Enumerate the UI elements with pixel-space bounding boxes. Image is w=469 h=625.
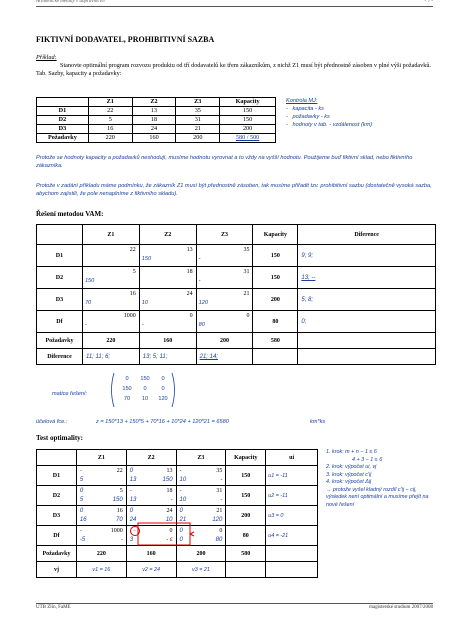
test-u: u2 = -11 bbox=[266, 486, 318, 506]
footer-left: UTB Zlín, FaME bbox=[36, 605, 71, 610]
vam-header-cell: Z3 bbox=[196, 225, 253, 245]
control-item: - hodnoty v tab. - vzdálenost (km) bbox=[286, 122, 373, 128]
header-rule bbox=[36, 6, 433, 7]
vam-cell: 24 10 bbox=[139, 289, 196, 311]
vam-header-cell: Kapacity bbox=[253, 225, 298, 245]
vam-cell: 31 - bbox=[196, 267, 253, 289]
vam-cell: 0 80 bbox=[196, 311, 253, 333]
test-cell: - 35 10 - bbox=[176, 466, 226, 486]
step-line: 4 + 3 − 1 ≤ 6 bbox=[352, 456, 383, 463]
footer-right: magisterské studium 2007/2008 bbox=[369, 605, 433, 610]
vam-empty bbox=[298, 333, 436, 349]
cost-cell: 220 bbox=[88, 134, 132, 143]
test-demand: 200 bbox=[176, 546, 226, 562]
vam-diff-col: 13; 5; 11; bbox=[139, 349, 196, 365]
test-row-label: D3 bbox=[37, 506, 77, 526]
vam-cell: 16 70 bbox=[82, 289, 139, 311]
vam-diff: 0; bbox=[298, 311, 436, 333]
vam-capacity: 150 bbox=[253, 267, 298, 289]
matrix-cell: 150 bbox=[140, 376, 150, 382]
test-capacity: 150 bbox=[226, 486, 266, 506]
cost-table bbox=[36, 97, 276, 143]
test-cell: 0 21 21 120 bbox=[176, 506, 226, 526]
test-header-cell: ui bbox=[266, 450, 318, 466]
vam-diff: 13; -- bbox=[298, 267, 436, 289]
steps-panel bbox=[326, 449, 436, 509]
test-v: v2 = 24 bbox=[126, 562, 176, 578]
test-cell: − 0 3 - ε bbox=[126, 526, 176, 546]
cost-cell: 31 bbox=[176, 116, 220, 125]
cost-cell: 160 bbox=[132, 134, 176, 143]
matrix-cell: 120 bbox=[158, 396, 168, 402]
test-header-cell: Z2 bbox=[126, 450, 176, 466]
cost-cell: 22 bbox=[88, 107, 132, 116]
cost-header-cell: Z3 bbox=[176, 98, 220, 107]
test-u: u3 = 0 bbox=[266, 506, 318, 526]
vam-diff-label: Diference bbox=[37, 349, 83, 365]
cost-cell: 13 bbox=[132, 107, 176, 116]
matrix-cell: 70 bbox=[123, 396, 131, 402]
vam-demand: 160 bbox=[139, 333, 196, 349]
test-cell: 0 13 13 150 bbox=[126, 466, 176, 486]
vam-row-label: D1 bbox=[37, 245, 83, 267]
vam-cell: 1000 - bbox=[82, 311, 139, 333]
cost-cell: 580 / 500 bbox=[220, 134, 276, 143]
test-empty bbox=[226, 562, 266, 578]
cost-cell: 5 bbox=[88, 116, 132, 125]
test-v: v3 = 21 bbox=[176, 562, 226, 578]
control-item: - požadavky - ks bbox=[286, 114, 330, 120]
vam-demand-label: Požadavky bbox=[37, 333, 83, 349]
test-cell: 0 5 5 150 bbox=[76, 486, 126, 506]
test-capacity: 200 bbox=[226, 506, 266, 526]
cost-cell: 150 bbox=[220, 116, 276, 125]
test-header-cell bbox=[37, 450, 77, 466]
objective-unit: km*ks bbox=[310, 419, 326, 425]
matrix-cell: 10 bbox=[141, 396, 149, 402]
vam-demand: 220 bbox=[82, 333, 139, 349]
test-demand: 580 bbox=[226, 546, 266, 562]
test-demand: 160 bbox=[126, 546, 176, 562]
vam-header-cell: Diference bbox=[298, 225, 436, 245]
test-empty bbox=[266, 562, 318, 578]
test-row-label: D1 bbox=[37, 466, 77, 486]
vam-header-cell: Z1 bbox=[82, 225, 139, 245]
test-u: u1 = -11 bbox=[266, 466, 318, 486]
matrix-cell: 150 bbox=[122, 386, 132, 392]
cost-header-cell: Z2 bbox=[132, 98, 176, 107]
cycle-arrows bbox=[120, 520, 220, 554]
vam-demand: 580 bbox=[253, 333, 298, 349]
test-cell: 0 24 24 10 bbox=[126, 506, 176, 526]
header-right: - 7 - bbox=[424, 0, 433, 4]
test-header-cell: Z3 bbox=[176, 450, 226, 466]
test-u: u4 = -21 bbox=[266, 526, 318, 546]
cost-header-cell: Kapacity bbox=[220, 98, 276, 107]
test-row-label: Df bbox=[37, 526, 77, 546]
matrix-cell: 0 bbox=[143, 386, 147, 392]
footer-rule bbox=[36, 603, 433, 604]
test-demand: 220 bbox=[76, 546, 126, 562]
test-cell: - 18 13 - bbox=[126, 486, 176, 506]
cost-cell: 150 bbox=[220, 107, 276, 116]
note-2: Protože v zadání příkladu máme podmínku, že zákazník Z1 musí být přednostně zásoben, tak musíme přiřadit tzv. prohibitivní sazbu (dostatečně vysoká sazba, abychom zajistili, že pole nenaplníme z fiktivního skladu). bbox=[36, 183, 432, 197]
example-label: Příklad: bbox=[36, 54, 57, 61]
cost-cell: 16 bbox=[88, 125, 132, 134]
test-v: v1 = 16 bbox=[76, 562, 126, 578]
step-line: 1. krok: m + n − 1 ≤ 6 bbox=[326, 449, 377, 455]
test-demand-label: Požadavky bbox=[37, 546, 77, 562]
vam-capacity: 80 bbox=[253, 311, 298, 333]
table-caption: Tab. Sazby, kapacity a požadavky: bbox=[36, 70, 122, 77]
step-line: 3. krok: výpočet c'ij bbox=[326, 471, 372, 478]
cost-row-label: D1 bbox=[37, 107, 89, 116]
test-empty bbox=[266, 546, 318, 562]
matrix-cell: 0 bbox=[161, 376, 165, 382]
vam-header-cell bbox=[37, 225, 83, 245]
step-line: → protože vyšel kladný rozdíl c'ij − cij, výsledek není optimální a musíme přejít na nové řešení bbox=[326, 486, 429, 508]
matrix-label: matice řešení: bbox=[52, 391, 88, 397]
objective-formula: z = 150*13 + 150*5 + 70*16 + 10*24 + 120*21 = 6580 bbox=[96, 419, 229, 425]
minus-circle-marker: − bbox=[130, 526, 140, 536]
cost-header-cell bbox=[37, 98, 89, 107]
cost-row-label: Požadavky bbox=[37, 134, 89, 143]
vam-diff-col: 11; 11; 6; bbox=[82, 349, 139, 365]
vam-cell: 0 - bbox=[139, 311, 196, 333]
cost-cell: 18 bbox=[132, 116, 176, 125]
cost-cell: 35 bbox=[176, 107, 220, 116]
vam-empty bbox=[298, 349, 436, 365]
vam-diff: 9; 9; bbox=[298, 245, 436, 267]
matrix-cell: 0 bbox=[125, 376, 129, 382]
test-v-label: vj bbox=[37, 562, 77, 578]
cost-header-cell: Z1 bbox=[88, 98, 132, 107]
test-capacity: 150 bbox=[226, 466, 266, 486]
example-block bbox=[36, 54, 436, 78]
header-left: Aritmetické metody v dopravnictví bbox=[36, 0, 105, 4]
step-line: 2. krok: výpočet ui, vj bbox=[326, 464, 377, 470]
vam-empty bbox=[253, 349, 298, 365]
test-cell: - 22 5 bbox=[76, 466, 126, 486]
objective-label: účelová fce.: bbox=[36, 419, 68, 425]
test-cell: 0 16 16 70 bbox=[76, 506, 126, 526]
vam-header-cell: Z2 bbox=[139, 225, 196, 245]
note-1: Protože se hodnoty kapacity a požadavků neshodují, musíme hodnotu vyrovnat a to vždy na vyšší hodnotu. Použijeme buď fiktivní sklad, nebo fiktivního zákazníka. bbox=[36, 155, 413, 169]
test-cell: - 31 10 - bbox=[176, 486, 226, 506]
vam-cell: 13 150 bbox=[139, 245, 196, 267]
test-header-cell: Kapacity bbox=[226, 450, 266, 466]
cost-cell: 200 bbox=[220, 125, 276, 134]
vam-table bbox=[36, 224, 436, 365]
vam-row-label: D2 bbox=[37, 267, 83, 289]
cost-cell: 24 bbox=[132, 125, 176, 134]
vam-cell: 5 150 bbox=[82, 267, 139, 289]
step-line: 4. krok: výpočet Δij bbox=[326, 479, 372, 485]
cost-row-label: D2 bbox=[37, 116, 89, 125]
test-table bbox=[36, 449, 318, 578]
test-heading: Test optimality: bbox=[36, 434, 83, 442]
test-cell: - 1000 -5 - bbox=[76, 526, 126, 546]
test-capacity: 80 bbox=[226, 526, 266, 546]
cost-cell: 21 bbox=[176, 125, 220, 134]
vam-cell: 18 bbox=[139, 267, 196, 289]
test-header-cell: Z1 bbox=[76, 450, 126, 466]
vam-cell: 22 bbox=[82, 245, 139, 267]
vam-cell: 21 120 bbox=[196, 289, 253, 311]
test-cell: 0 0 0 80 bbox=[176, 526, 226, 546]
vam-row-label: D3 bbox=[37, 289, 83, 311]
control-item: - kapacita - ks bbox=[286, 106, 324, 112]
matrix-cell: 0 bbox=[161, 386, 165, 392]
cost-cell: 200 bbox=[176, 134, 220, 143]
control-title: Kontrola MJ: bbox=[286, 98, 318, 104]
example-text: Stanovte optimální program rozvozu produktu od tří dodavatelů ke třem zákazníkům, z nichž Z1 musí být přednostně zásoben v plné výši požadavků. bbox=[60, 62, 431, 69]
vam-heading: Řešení metodou VAM: bbox=[36, 210, 104, 218]
vam-diff: 5; 8; bbox=[298, 289, 436, 311]
vam-capacity: 150 bbox=[253, 245, 298, 267]
vam-diff-col: 21; 14; bbox=[196, 349, 253, 365]
vam-row-label: Df bbox=[37, 311, 83, 333]
page-title: FIKTIVNÍ DODAVATEL, PROHIBITIVNÍ SAZBA bbox=[36, 35, 215, 44]
vam-demand: 200 bbox=[196, 333, 253, 349]
vam-capacity: 200 bbox=[253, 289, 298, 311]
test-row-label: D2 bbox=[37, 486, 77, 506]
cost-row-label: D3 bbox=[37, 125, 89, 134]
control-box bbox=[286, 97, 436, 129]
vam-cell: 35 - bbox=[196, 245, 253, 267]
